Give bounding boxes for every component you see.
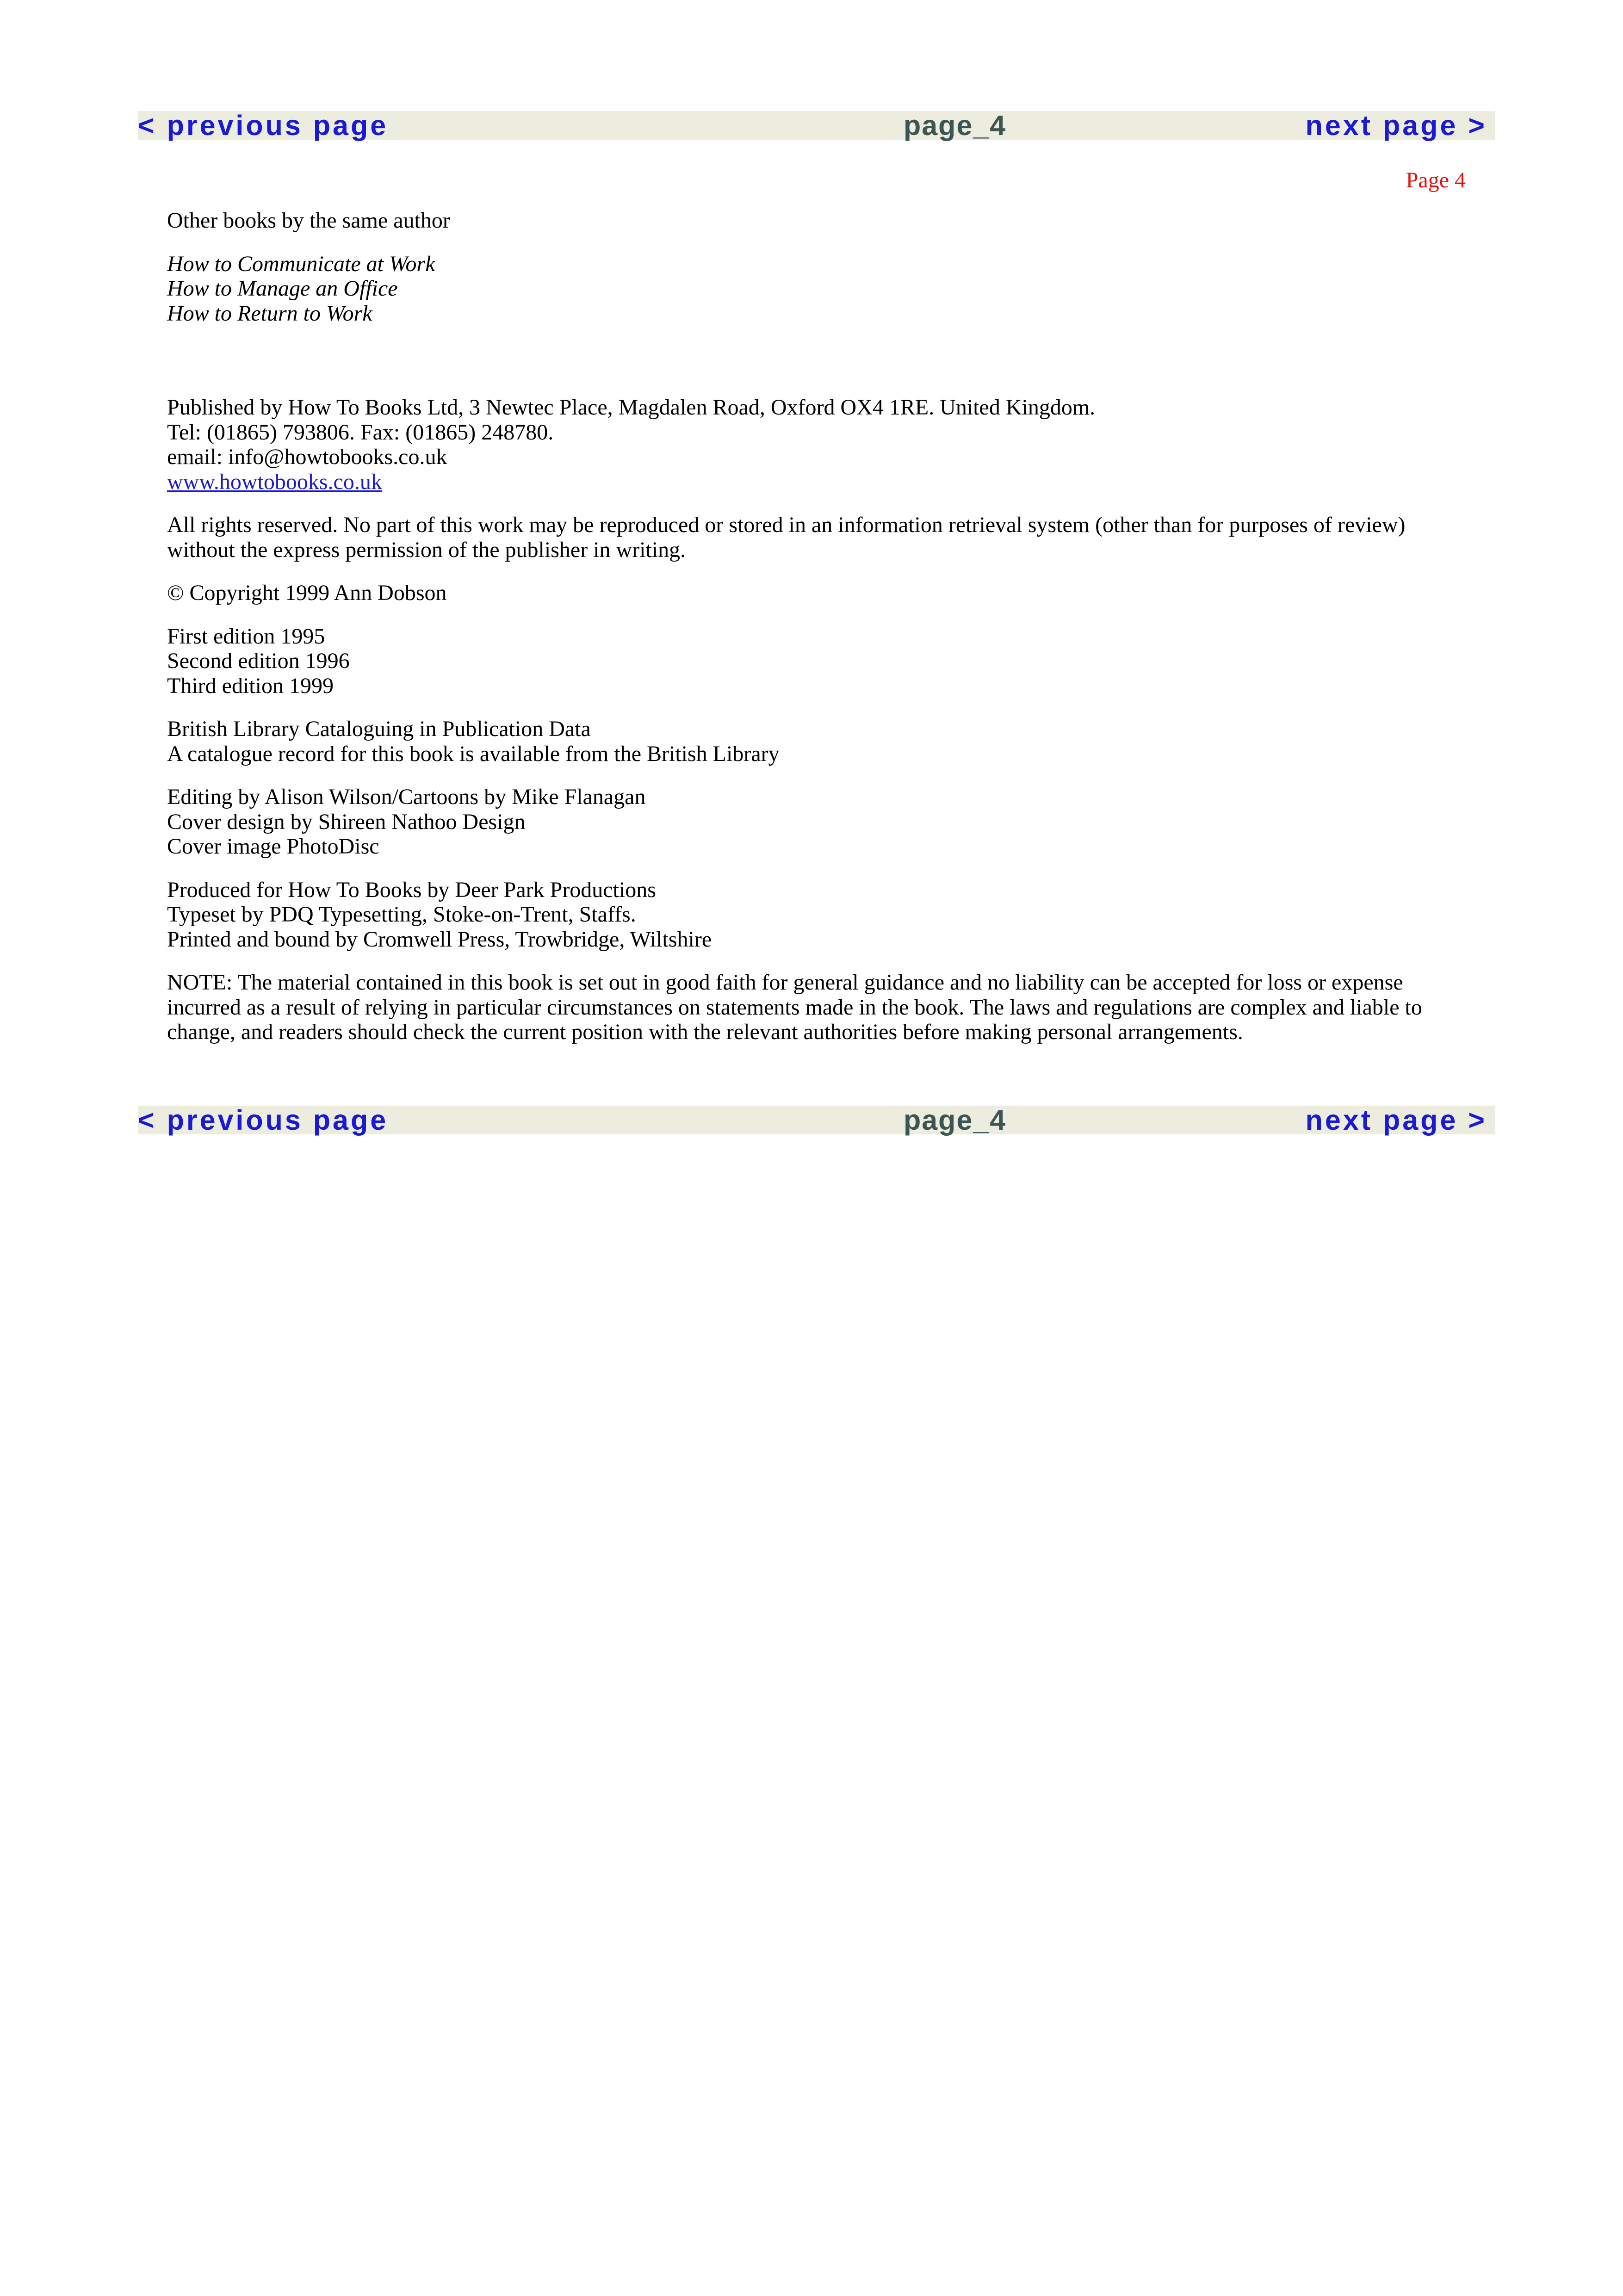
book-title: How to Return to Work	[167, 301, 372, 326]
credits-block	[167, 785, 1476, 859]
bottom-navigation-bar	[138, 1106, 1495, 1134]
other-books-list	[167, 252, 1476, 326]
publisher-address: Published by How To Books Ltd, 3 Newtec Place, Magdalen Road, Oxford OX4 1RE. United Kingdom.	[167, 395, 1096, 420]
other-books-heading	[167, 208, 1476, 233]
publisher-website-link[interactable]: www.howtobooks.co.uk	[167, 469, 382, 494]
credit-line: Cover design by Shireen Nathoo Design	[167, 809, 526, 834]
credit-line: Editing by Alison Wilson/Cartoons by Mike Flanagan	[167, 785, 646, 809]
rights-notice	[167, 513, 1476, 562]
rights-text: All rights reserved. No part of this work may be reproduced or stored in an information retrieval system (other than for purposes of review) without the express permission of the publisher in writing.	[167, 513, 1406, 562]
edition-line: Third edition 1999	[167, 673, 334, 698]
next-page-link[interactable]: next page >	[1305, 1104, 1487, 1136]
next-page-link[interactable]: next page >	[1305, 110, 1487, 141]
book-title: How to Communicate at Work	[167, 251, 435, 276]
copyright-notice	[167, 581, 1476, 606]
edition-line: Second edition 1996	[167, 649, 350, 673]
disclaimer-note	[167, 970, 1476, 1045]
book-title: How to Manage an Office	[167, 276, 398, 301]
page-indicator: page_4	[904, 110, 1007, 141]
other-books-heading-text: Other books by the same author	[167, 208, 450, 233]
page-number: Page 4	[1406, 168, 1466, 192]
editions-list	[167, 624, 1476, 699]
copyright-text: © Copyright 1999 Ann Dobson	[167, 581, 447, 605]
top-navigation-bar	[138, 111, 1495, 140]
publisher-block	[167, 395, 1476, 494]
previous-page-link[interactable]: < previous page	[138, 1104, 389, 1136]
disclaimer-text: NOTE: The material contained in this book is set out in good faith for general guidance and no liability can be accepted for loss or expense incurred as a result of relying in particular circumstances on statements made in the book. The laws and regulations are complex and liable to change, and readers should check the current position with the relevant authorities before making personal arrangements.	[167, 970, 1422, 1044]
previous-page-link[interactable]: < previous page	[138, 110, 389, 141]
cataloguing-line: British Library Cataloguing in Publication Data	[167, 717, 591, 741]
cataloguing-line: A catalogue record for this book is available from the British Library	[167, 741, 780, 766]
publisher-email: email: info@howtobooks.co.uk	[167, 445, 447, 469]
page-indicator: page_4	[904, 1104, 1007, 1136]
publisher-phone-fax: Tel: (01865) 793806. Fax: (01865) 248780.	[167, 420, 554, 445]
credit-line: Cover image PhotoDisc	[167, 834, 379, 859]
edition-line: First edition 1995	[167, 624, 325, 649]
production-line: Produced for How To Books by Deer Park Productions	[167, 877, 656, 902]
production-line: Typeset by PDQ Typesetting, Stoke-on-Trent, Staffs.	[167, 902, 636, 927]
production-block	[167, 878, 1476, 952]
page-content	[167, 208, 1476, 1063]
production-line: Printed and bound by Cromwell Press, Trowbridge, Wiltshire	[167, 927, 712, 952]
cataloguing-block	[167, 717, 1476, 766]
